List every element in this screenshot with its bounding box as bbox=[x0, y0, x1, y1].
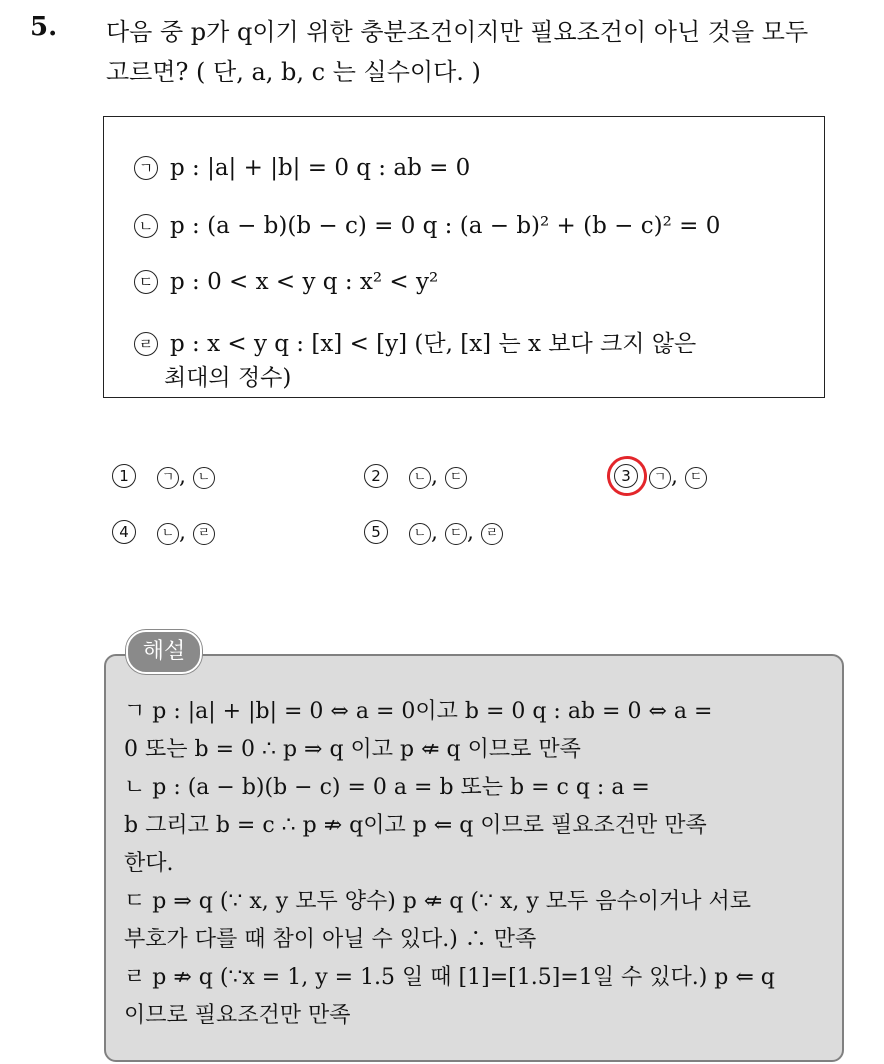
solution-line: 부호가 다를 때 참이 아닐 수 있다.) ∴ 만족 bbox=[124, 927, 537, 952]
statements-box bbox=[103, 116, 825, 398]
statement-text: p : x < y q : [x] < [y] (단, [x] 는 x 보다 크지 않은 bbox=[170, 331, 697, 357]
nieun-marker-icon: ㄴ bbox=[409, 467, 431, 489]
statement-giyeok bbox=[134, 155, 470, 181]
solution-line: b 그리고 b = c ∴ p ⇏ q이고 p ⇐ q 이므로 필요조건만 만족 bbox=[124, 813, 707, 838]
stem-line-2: 고르면? ( 단, a, b, c 는 실수이다. ) bbox=[106, 58, 481, 86]
choice-4[interactable]: 4 ㄴ , ㄹ bbox=[112, 520, 215, 545]
question-number: 5. bbox=[30, 12, 58, 42]
statement-digeut bbox=[134, 269, 438, 295]
choice-number: 5 bbox=[364, 520, 388, 544]
giyeok-marker-icon: ㄱ bbox=[157, 467, 179, 489]
digeut-marker-icon: ㄷ bbox=[445, 467, 467, 489]
choice-number: 1 bbox=[112, 464, 136, 488]
statement-rieul bbox=[134, 325, 696, 358]
choice-3[interactable]: 3 ㄱ , ㄷ bbox=[614, 464, 707, 489]
rieul-marker-icon: ㄹ bbox=[134, 332, 158, 356]
choice-1[interactable]: 1 ㄱ , ㄴ bbox=[112, 464, 215, 489]
digeut-marker-icon: ㄷ bbox=[134, 270, 158, 294]
solution-line: ㄴ p : (a − b)(b − c) = 0 a = b 또는 b = c q : a = bbox=[124, 775, 650, 800]
choice-5[interactable]: 5 ㄴ , ㄷ , ㄹ bbox=[364, 520, 503, 545]
nieun-marker-icon: ㄴ bbox=[193, 467, 215, 489]
solution-line: ㄷ p ⇒ q (∵ x, y 모두 양수) p ⇍ q (∵ x, y 모두 음수이거나 서로 bbox=[124, 889, 752, 914]
choice-number: 4 bbox=[112, 520, 136, 544]
choice-number: 2 bbox=[364, 464, 388, 488]
solution-line: ㄹ p ⇏ q (∵x = 1, y = 1.5 일 때 [1]=[1.5]=1일 수 있다.) p ⇐ q bbox=[124, 965, 775, 990]
choice-number: 3 bbox=[614, 464, 638, 488]
statement-text: p : (a − b)(b − c) = 0 q : (a − b)² + (b − c)² = 0 bbox=[170, 213, 721, 239]
statement-text: p : |a| + |b| = 0 q : ab = 0 bbox=[170, 155, 471, 181]
solution-line: 0 또는 b = 0 ∴ p ⇒ q 이고 p ⇍ q 이므로 만족 bbox=[124, 737, 581, 762]
selected-answer-mark-icon bbox=[604, 453, 649, 498]
statement-nieun bbox=[134, 213, 720, 239]
nieun-marker-icon: ㄴ bbox=[157, 523, 179, 545]
nieun-marker-icon: ㄴ bbox=[134, 214, 158, 238]
rieul-marker-icon: ㄹ bbox=[193, 523, 215, 545]
giyeok-marker-icon: ㄱ bbox=[649, 467, 671, 489]
nieun-marker-icon: ㄴ bbox=[409, 523, 431, 545]
solution-line: 이므로 필요조건만 만족 bbox=[124, 1003, 351, 1028]
solution-label: 해설 bbox=[126, 630, 202, 674]
statement-rieul-continued: 최대의 정수) bbox=[164, 365, 292, 391]
solution-line: ㄱ p : |a| + |b| = 0 ⇔ a = 0이고 b = 0 q : ab = 0 ⇔ a = bbox=[124, 699, 713, 724]
solution-line: 한다. bbox=[124, 851, 174, 876]
choice-2[interactable]: 2 ㄴ , ㄷ bbox=[364, 464, 467, 489]
digeut-marker-icon: ㄷ bbox=[445, 523, 467, 545]
giyeok-marker-icon: ㄱ bbox=[134, 156, 158, 180]
rieul-marker-icon: ㄹ bbox=[481, 523, 503, 545]
statement-text: p : 0 < x < y q : x² < y² bbox=[170, 269, 439, 295]
stem-line-1: 다음 중 p가 q이기 위한 충분조건이지만 필요조건이 아닌 것을 모두 bbox=[106, 18, 809, 46]
question-stem bbox=[106, 12, 876, 92]
digeut-marker-icon: ㄷ bbox=[685, 467, 707, 489]
